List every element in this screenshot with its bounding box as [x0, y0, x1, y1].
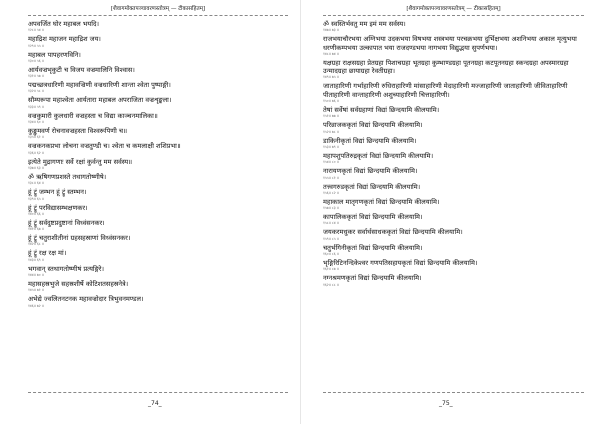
- verse-line: जाताहारिणी गर्भाहारिणी रुधिराहारिणी मांसाहारिणी मेदाहारिणी मज्जाहारिणी जाताहारिणी जीविताहारिणी पीताहारिणी वान्ताहारिणी अशुच्याहारिणी चित्ताहारिणी।: [323, 82, 568, 99]
- page-number: _74_: [148, 400, 162, 407]
- verse-reference: १३५॥ ६१ ॥: [28, 135, 44, 140]
- verse-line: पद्मच्छत्रधारिणी महावज्रिणी वज्रधारिणी शान्ता श्वेता पुष्पाङ्गी।: [28, 81, 171, 90]
- verse-line: महाकाल मातृगणकृतां विद्यां छिन्दयामि कीलयामि।: [323, 197, 440, 206]
- verse-line: कुङ्कुमवर्ण रोचनावज्रहस्ता विश्वरूपिणी च॥: [28, 127, 128, 136]
- verse-line: ॐ स्वस्तिर्भवतु मम इमं मम सर्वस्य।: [323, 20, 406, 28]
- verse-line: अभेद्ये ज्वलितनटनक महावज्रोदार त्रिभुवनमण्डल।: [28, 295, 144, 304]
- verse-line: राजभयाचौरभया अग्निभया उदकभया विषभया शस्त्रभया परचक्रभया दुर्भिक्षभया अशनिभया अकाल मृत्युभया धरणीकम्पभया उल्कापात भया राजदण्डभया नागभया विद्युद्भया सुपर्णभया।: [323, 35, 577, 52]
- verse-line: हूं ट्रूं परविद्यासम्भक्षणकर।: [28, 203, 88, 212]
- verse-reference: १५३॥ ७९ ॥: [323, 144, 339, 149]
- verse-reference: १५२॥ ७८ ॥: [323, 129, 339, 134]
- verse-line: हूं ट्रूं चतुराशीतीनां ग्रहसहस्राणां विध्वंसनकर।: [28, 234, 131, 243]
- page-number: _75_: [439, 400, 453, 407]
- verse-reference: १५१॥ ७७ ॥: [323, 114, 339, 119]
- verse-reference: १४५॥ ७१ ॥: [28, 288, 44, 293]
- verse-reference: १४७॥ ७३ ॥: [323, 28, 339, 33]
- verse-line: यक्षग्रहा राक्षसग्रहा प्रेतग्रहा पिशाचग्रहा भूतग्रहा कुम्भाण्डग्रहा पूतनग्रहा कटपूतनग्रहा स्कन्दग्रहा अपस्मारग्रहा उन्मादग्रहा छायाग्रहा रेवतीग्रहा।: [323, 58, 569, 76]
- verse-line: महाद्रिश महाजन महाद्रिश जय।: [28, 35, 101, 44]
- verse-reference: १४९॥ ७५ ॥: [323, 75, 339, 80]
- verse-reference: १३४॥ ६० ॥: [28, 120, 44, 125]
- verse-reference: १३१॥ ५७ ॥: [28, 74, 44, 79]
- verse-reference: १४८॥ ७४ ॥: [323, 51, 339, 56]
- verse-reference: १४६॥ ७२ ॥: [28, 303, 44, 308]
- verse-reference: १३८॥ ६४ ॥: [28, 181, 44, 186]
- header-rule: [323, 15, 584, 16]
- verse-line: इत्येते मुद्रागणाः सर्वे रक्षां कुर्वन्तु मम सर्वस्य॥: [28, 157, 133, 166]
- verse-reference: १५८॥ ८४ ॥: [323, 221, 339, 226]
- verse-list: [323, 20, 584, 288]
- verse-line: नारायणकृतां विद्यां छिन्दयामि कीलयामि।: [323, 167, 418, 176]
- verse-reference: १३६॥ ६२ ॥: [28, 150, 44, 155]
- verse-reference: १६२॥ ८८ ॥: [323, 282, 339, 287]
- verse-line: डाकिनीकृतां विद्यां छिन्दयामि कीलयामि।: [323, 136, 417, 145]
- footer-rule: [323, 392, 584, 393]
- verse-reference: १३०॥ ५६ ॥: [28, 58, 44, 63]
- header-rule: [28, 15, 288, 16]
- verse-reference: १५०॥ ७६ ॥: [323, 99, 339, 104]
- verse-reference: १६०॥ ८६ ॥: [323, 252, 339, 257]
- verse-line: परिव्राजककृतां विद्यां छिन्दयामि कीलयामि।: [323, 121, 423, 130]
- verse-reference: १३९॥ ६५ ॥: [28, 196, 44, 201]
- running-head: [शैवागमोक्तपञ्चावरणस्तोत्रम् — टीकासहितम्]: [406, 6, 501, 12]
- verse-line: वज्रकनकप्रभा लोचना वज्रतुण्डी च। श्वेता च कमलाक्षी शशिप्रभा॥: [28, 142, 181, 151]
- verse-line: वज्रकुमारी कुलधारी वज्रहस्ता च विद्या काञ्चनमालिका॥: [28, 111, 158, 120]
- verse-line: महासहस्रभुजे सहस्रशीर्षे कोटिशतसहस्रनेत्रे।: [28, 280, 129, 289]
- verse-reference: १४२॥ ६८ ॥: [28, 242, 44, 247]
- verse-line: कापालिककृतां विद्यां छिन्दयामि कीलयामि।: [323, 213, 423, 222]
- verse-line: चतुर्भगिनीकृतां विद्यां छिन्दयामि कीलयामि।: [323, 243, 423, 252]
- verse-reference: १४०॥ ६६ ॥: [28, 211, 44, 216]
- verse-line: नग्नश्रमणकृतां विद्यां छिन्दयामि कीलयामि।: [323, 274, 422, 283]
- verse-line: भृङ्गिरिटिनन्दिकेश्वर गणपतिसहायकृतां विद्यां छिन्दयामि कीलयामि।: [323, 259, 478, 268]
- right-page: [300, 0, 600, 424]
- verse-line: आर्यवज्रभृकुटी च विजय वज्रमालिनि विश्वास।: [28, 65, 135, 74]
- verse-line: भगवान् स्तथागतोष्णीषं प्रत्यङ्गिरे।: [28, 264, 104, 273]
- verse-reference: १५५॥ ८१ ॥: [323, 175, 339, 180]
- verse-line: तेषां सर्वेषां सर्वग्रहाणां विद्यां छिन्दयामि कीलयामि।: [323, 106, 440, 115]
- verse-reference: १५७॥ ८३ ॥: [323, 206, 339, 211]
- verse-reference: १२८॥ ५४ ॥: [28, 28, 44, 33]
- running-head: [शैवागमोक्तपञ्चावरणस्तोत्रम् — टीकासहितम्]: [110, 6, 206, 12]
- verse-reference: १३२॥ ५८ ॥: [28, 89, 44, 94]
- verse-reference: १४३॥ ६९ ॥: [28, 257, 44, 262]
- footer-rule: [28, 392, 288, 393]
- verse-reference: १४४॥ ७० ॥: [28, 273, 44, 278]
- verse-line: तत्त्वगरुडकृतां विद्यां छिन्दयामि कीलयामि।: [323, 182, 421, 191]
- verse-reference: १५४॥ ८० ॥: [323, 160, 339, 165]
- verse-line: महापशुपतिरुद्रकृतां विद्यां छिन्दयामि कीलयामि।: [323, 151, 434, 160]
- verse-line: सौम्यरूपा महाश्वेता आर्यतारा महाबल अपराजिता वज्रशृङ्खला।: [28, 96, 172, 105]
- verse-reference: १३७॥ ६३ ॥: [28, 165, 44, 170]
- verse-line: महाबल पापहरणविनि।: [28, 50, 81, 59]
- verse-reference: १४१॥ ६७ ॥: [28, 227, 44, 232]
- verse-reference: १५९॥ ८५ ॥: [323, 236, 339, 241]
- verse-line: ॐ ऋषिगणप्रशस्ते तथागतोष्णीषे।: [28, 172, 107, 181]
- verse-line: जयकरमधुकर सर्वार्थसाधककृतां विद्यां छिन्दयामि कीलयामि।: [323, 228, 463, 237]
- verse-line: हूं ट्रूं रक्ष रक्ष मां।: [28, 249, 67, 258]
- verse-line: हूं ट्रूं सर्वदुष्टप्रदुष्टानां विध्वंसनकर।: [28, 218, 105, 227]
- verse-list: [28, 20, 288, 309]
- verse-reference: १३३॥ ५९ ॥: [28, 104, 44, 109]
- verse-line: अपवर्जित घोर महाबल भयदि।: [28, 20, 99, 28]
- verse-reference: १५६॥ ८२ ॥: [323, 190, 339, 195]
- verse-line: हूं ट्रूं जम्भन हूं ट्रूं स्तम्भन।: [28, 188, 87, 197]
- verse-reference: १२९॥ ५५ ॥: [28, 43, 44, 48]
- verse-reference: १६१॥ ८७ ॥: [323, 267, 339, 272]
